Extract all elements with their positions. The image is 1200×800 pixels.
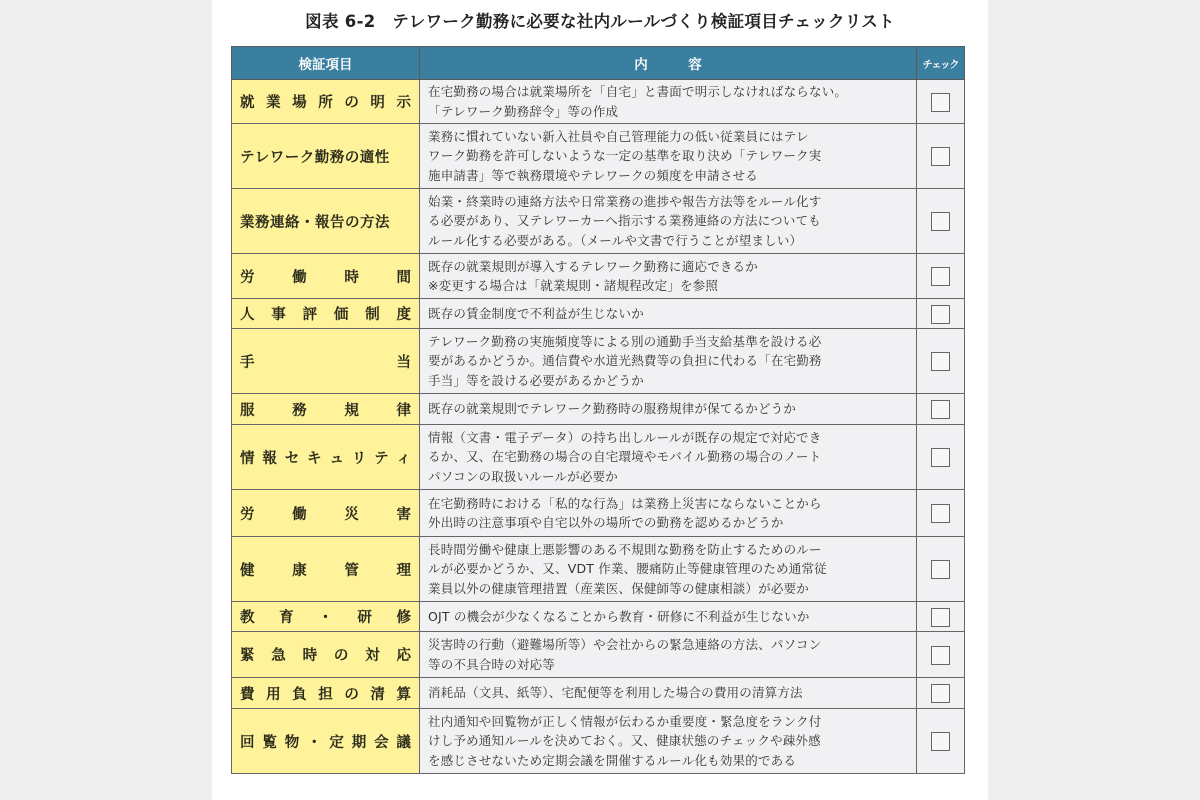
checkbox[interactable] [931, 732, 950, 751]
verification-item [232, 632, 420, 678]
item-content [420, 80, 917, 124]
check-cell [917, 394, 965, 425]
checkbox[interactable] [931, 400, 950, 419]
verification-item [232, 394, 420, 425]
content-line: を感じさせないため定期会議を開催するルール化も効果的である [428, 752, 797, 768]
item-char: 算 [396, 686, 411, 703]
content-line: 手当」等を設ける必要があるかどうか [428, 372, 644, 388]
verification-item-label [240, 683, 411, 704]
check-cell [917, 189, 965, 254]
verification-item [232, 124, 420, 189]
content-line: るか、又、在宅勤務の場合の自宅環境やモバイル勤務の場合のノート [428, 449, 822, 465]
checklist-table [231, 46, 965, 774]
content-line: 社内通知や回覧物が正しく情報が伝わるか重要度・緊急度をランク付 [428, 713, 822, 729]
verification-item [232, 537, 420, 602]
item-char: 就 [240, 95, 255, 111]
table-row [232, 602, 965, 632]
item-char: 報 [262, 450, 277, 467]
verification-item [232, 678, 420, 709]
item-content [420, 425, 917, 490]
verification-item-label [240, 731, 411, 752]
content-line: ルール化する必要がある。（メールや文書で行うことが望ましい） [428, 232, 803, 248]
checkbox[interactable] [931, 352, 950, 371]
verification-item-label [240, 351, 411, 372]
item-content [420, 602, 917, 632]
item-char: 所 [318, 95, 333, 111]
column-header-check: チェック [917, 47, 965, 80]
checkbox[interactable] [931, 646, 950, 665]
check-cell [917, 329, 965, 394]
table-row [232, 299, 965, 329]
table-row [232, 632, 965, 678]
verification-item [232, 329, 420, 394]
item-char: 事 [271, 307, 286, 323]
item-char: リ [351, 450, 367, 467]
item-char: の [333, 648, 349, 664]
checkbox[interactable] [931, 560, 950, 579]
item-char: 情 [240, 450, 255, 467]
checkbox[interactable] [931, 212, 950, 231]
content-line: ルが必要かどうか、又、VDT 作業、腰痛防止等健康管理のため通常従 [428, 561, 827, 577]
item-char: 議 [396, 734, 411, 751]
item-content [420, 709, 917, 774]
item-char: 急 [271, 648, 286, 664]
verification-item [232, 490, 420, 537]
verification-item-label [240, 91, 411, 112]
verification-item-label [240, 303, 411, 324]
table-row [232, 80, 965, 124]
item-char: 回 [240, 734, 255, 751]
item-char: 服 [240, 402, 255, 419]
item-content [420, 189, 917, 254]
content-line: 既存の就業規則が導入するテレワーク勤務に適応できるか [428, 258, 758, 274]
item-char: ュ [329, 450, 344, 467]
item-char: 覧 [262, 734, 277, 751]
content-line: 消耗品（文具、紙等）、宅配便等を利用した場合の費用の清算方法 [428, 685, 803, 701]
content-line: ※変更する場合は「就業規則・諸規程改定」を参照 [428, 278, 719, 293]
item-char: 価 [333, 307, 349, 323]
check-cell [917, 490, 965, 537]
verification-item-label [240, 606, 411, 627]
item-content [420, 124, 917, 189]
content-line: 既存の賃金制度で不利益が生じないか [428, 305, 644, 321]
item-char: 健 [240, 562, 255, 579]
checkbox[interactable] [931, 608, 950, 627]
item-char: 規 [344, 402, 359, 419]
verification-item-label [240, 559, 411, 580]
item-char: 時 [302, 648, 318, 664]
check-cell [917, 254, 965, 299]
column-header-content: 内 容 [420, 47, 917, 80]
item-char: の [344, 95, 359, 111]
checkbox[interactable] [931, 684, 950, 703]
table-row [232, 329, 965, 394]
check-cell [917, 537, 965, 602]
table-row [232, 678, 965, 709]
checkbox[interactable] [931, 267, 950, 286]
content-line: 外出時の注意事項や自宅以外の場所での勤務を認めるかどうか [428, 515, 784, 530]
table-row [232, 124, 965, 189]
item-char: 評 [302, 307, 318, 323]
item-char: 負 [292, 686, 307, 703]
item-char: 労 [240, 506, 255, 523]
table-row [232, 537, 965, 602]
content-line: 要があるかどうか。通信費や水道光熱費等の負担に代わる「在宅勤務 [428, 353, 822, 369]
verification-item [232, 709, 420, 774]
item-char: 明 [370, 95, 385, 111]
item-char: 間 [396, 269, 411, 286]
check-cell [917, 124, 965, 189]
item-char: 物 [284, 734, 300, 751]
check-cell [917, 425, 965, 490]
check-cell [917, 678, 965, 709]
check-cell [917, 299, 965, 329]
table-row [232, 425, 965, 490]
item-char: 対 [365, 648, 380, 664]
content-line: 等の不具合時の対応等 [428, 656, 556, 672]
content-line: る必要があり、又テレワーカーへ指示する業務連絡の方法についても [428, 213, 821, 229]
verification-item [232, 602, 420, 632]
item-content [420, 537, 917, 602]
verification-item [232, 299, 420, 329]
content-line: 始業・終業時の連絡方法や日常業務の進捗や報告方法等をルール化す [428, 193, 822, 209]
item-char: 応 [396, 648, 411, 664]
item-content [420, 678, 917, 709]
item-char: 働 [292, 269, 307, 286]
item-char: 業 [266, 95, 281, 111]
verification-item-label [240, 447, 411, 468]
content-line: 在宅勤務時における「私的な行為」は業務上災害にならないことから [428, 495, 822, 511]
verification-item-label: 業務連絡・報告の方法 [240, 214, 390, 231]
checkbox[interactable] [931, 504, 950, 523]
content-line: 「テレワーク勤務辞令」等の作成 [428, 103, 619, 119]
item-char: 時 [344, 269, 359, 286]
item-char: 康 [292, 562, 307, 579]
item-content [420, 254, 917, 299]
content-line: OJT の機会が少なくなることから教育・研修に不利益が生じないか [428, 608, 810, 624]
item-char: 研 [357, 610, 372, 626]
item-char: 度 [396, 307, 411, 323]
verification-item-label [240, 266, 411, 287]
document-page [212, 0, 988, 800]
item-char: 当 [396, 354, 411, 371]
item-char: 律 [396, 402, 411, 419]
item-char: 労 [240, 269, 255, 286]
table-row [232, 394, 965, 425]
checkbox[interactable] [931, 305, 950, 324]
verification-item [232, 80, 420, 124]
content-line: 業務に慣れていない新入社員や自己管理能力の低い従業員にはテレ [428, 128, 809, 144]
item-char: ・ [318, 610, 333, 626]
figure-title: 図表 6-2 テレワーク勤務に必要な社内ルールづくり検証項目チェックリスト [305, 12, 895, 31]
content-line: 災害時の行動（避難場所等）や会社からの緊急連絡の方法、パソコン [428, 637, 822, 652]
check-cell [917, 80, 965, 124]
item-char: 定 [329, 734, 344, 751]
item-char: 人 [240, 307, 255, 323]
verification-item-label [240, 399, 411, 420]
item-char: 制 [365, 307, 380, 323]
item-char: 務 [292, 402, 307, 419]
content-line: 業員以外の健康管理措置（産業医、保健師等の健康相談）が必要か [428, 580, 810, 596]
table-row [232, 490, 965, 537]
checkbox[interactable] [931, 147, 950, 166]
table-row [232, 709, 965, 774]
item-content [420, 490, 917, 537]
item-char: 災 [344, 506, 359, 523]
item-char: 働 [292, 506, 307, 523]
item-content [420, 394, 917, 425]
item-content [420, 329, 917, 394]
verification-item-label [240, 503, 411, 524]
check-cell [917, 602, 965, 632]
item-char: 清 [370, 686, 385, 703]
content-line: テレワーク勤務の実施頻度等による別の通勤手当支給基準を設ける必 [428, 333, 822, 349]
item-char: 場 [292, 95, 307, 111]
content-line: けし予め通知ルールを決めておく。又、健康状態のチェックや疎外感 [428, 733, 821, 749]
item-char: 用 [266, 686, 281, 703]
verification-item [232, 425, 420, 490]
checkbox[interactable] [931, 93, 950, 112]
item-char: 修 [396, 610, 411, 626]
item-char: 緊 [240, 648, 255, 664]
verification-item [232, 189, 420, 254]
item-char: 会 [374, 734, 389, 751]
checkbox[interactable] [931, 448, 950, 467]
verification-item-label: テレワーク勤務の適性 [240, 149, 390, 166]
item-char: 育 [279, 610, 294, 626]
content-line: 長時間労働や健康上悪影響のある不規則な勤務を防止するためのルー [428, 541, 822, 557]
item-char: セ [284, 450, 300, 467]
verification-item [232, 254, 420, 299]
table-row [232, 254, 965, 299]
check-cell [917, 709, 965, 774]
item-char: 期 [351, 734, 367, 751]
item-char: テ [374, 450, 389, 467]
content-line: パソコンの取扱いルールが必要か [428, 468, 619, 484]
item-char: 管 [344, 562, 359, 579]
item-char: 示 [396, 95, 411, 111]
content-line: 既存の就業規則でテレワーク勤務時の服務規律が保てるかどうか [428, 401, 797, 417]
item-content [420, 632, 917, 678]
item-char: 費 [240, 686, 255, 703]
content-line: 在宅勤務の場合は就業場所を「自宅」と書面で明示しなければならない。 [428, 84, 848, 99]
content-line: ワーク勤務を許可しないような一定の基準を取り決め「テレワーク実 [428, 148, 822, 164]
item-char: の [344, 686, 359, 703]
table-header-row [232, 47, 965, 80]
column-header-item: 検証項目 [232, 47, 420, 80]
item-char: ィ [396, 450, 411, 467]
verification-item-label [240, 644, 411, 665]
item-char: ・ [307, 734, 322, 751]
item-char: 害 [396, 506, 411, 523]
item-char: 担 [318, 686, 333, 703]
item-char: 手 [240, 354, 255, 371]
table-row [232, 189, 965, 254]
item-content [420, 299, 917, 329]
item-char: 教 [240, 610, 255, 626]
check-cell [917, 632, 965, 678]
item-char: キ [307, 450, 322, 467]
content-line: 情報（文書・電子データ）の持ち出しルールが既存の規定で対応でき [428, 429, 822, 445]
content-line: 施申請書」等で執務環境やテレワークの頻度を申請させる [428, 167, 758, 183]
item-char: 理 [396, 562, 411, 579]
